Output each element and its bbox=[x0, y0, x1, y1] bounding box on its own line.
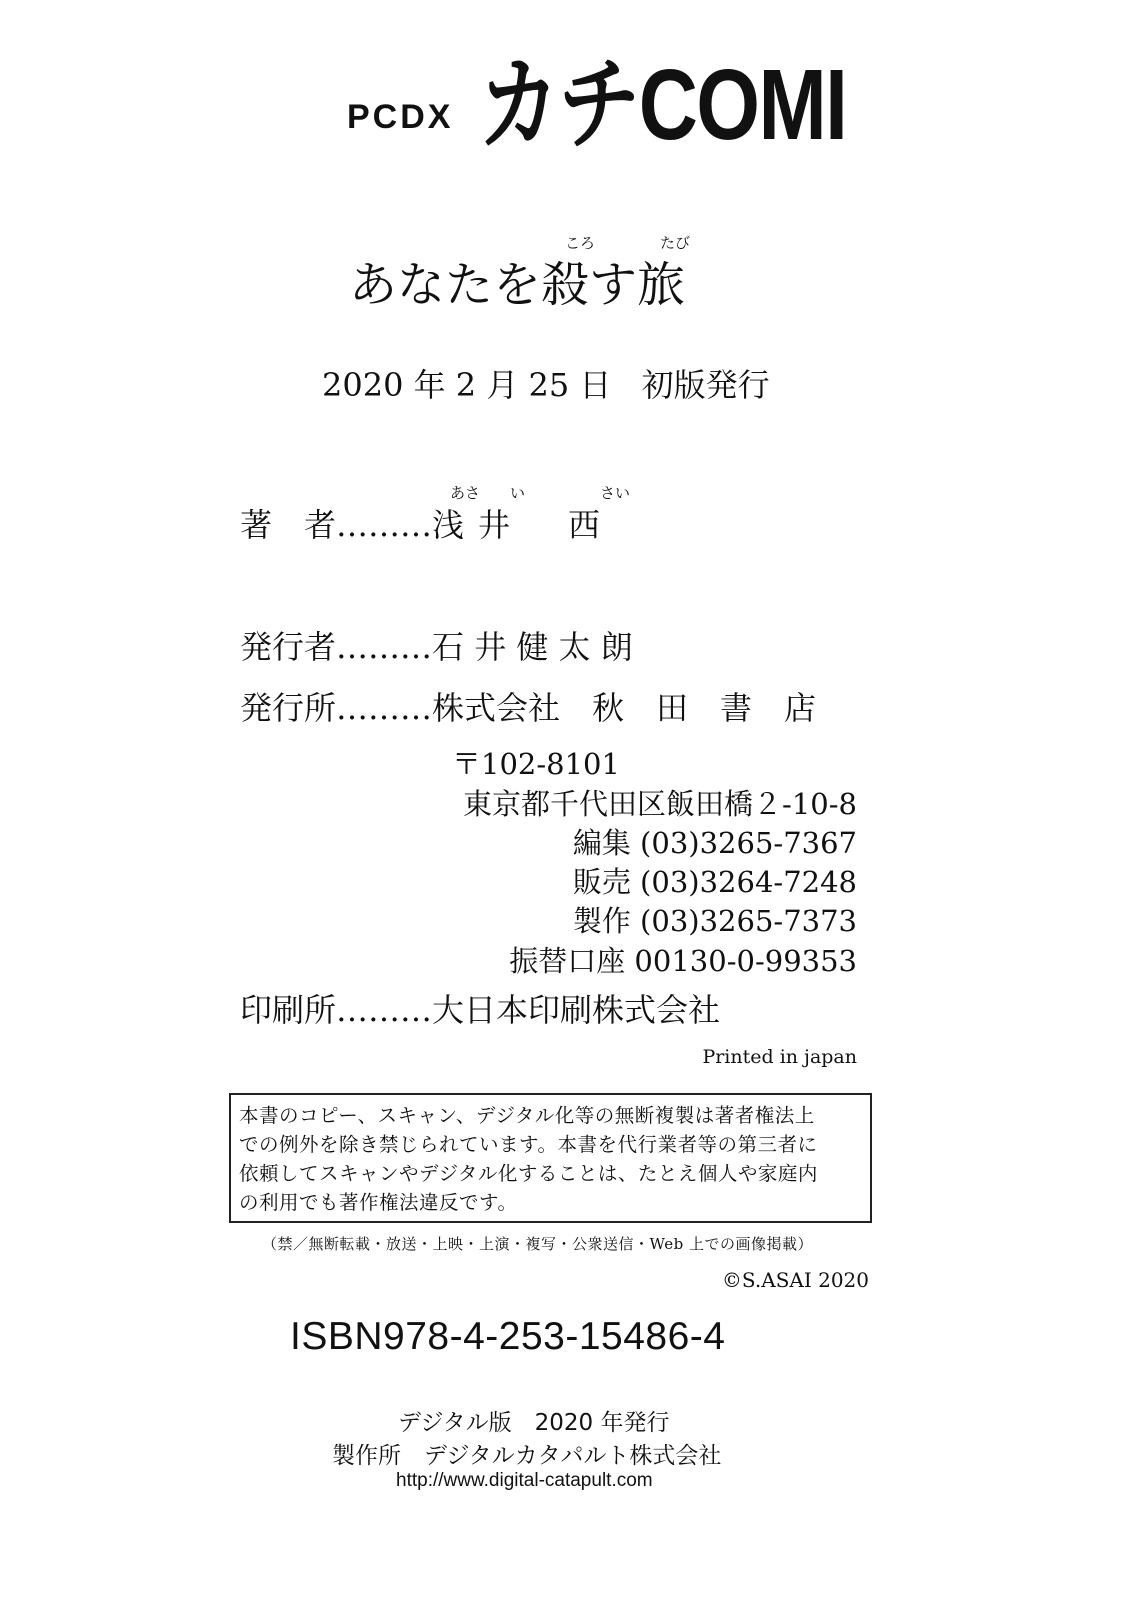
copyright: ©S.ASAI 2020 bbox=[721, 1268, 869, 1292]
author-row bbox=[240, 500, 600, 546]
logo-pcdx: PCDX bbox=[347, 98, 454, 136]
printer-row bbox=[240, 985, 720, 1031]
author-ruby-asa: あさ bbox=[450, 484, 481, 502]
prohibitions: （禁／無断転載・放送・上映・上演・複写・公衆送信・Web 上での画像掲載） bbox=[262, 1235, 813, 1253]
publisher-company-name: 株式会社 秋 田 書 店 bbox=[432, 689, 817, 727]
publisher-person-name: 石 井 健 太 朗 bbox=[432, 628, 633, 666]
author-name-asa: 浅 bbox=[432, 506, 465, 544]
logo-brand: カチCOMI bbox=[478, 49, 847, 161]
publisher-person-dots: ……… bbox=[336, 628, 433, 666]
notice-line: 本書のコピー、スキャン、デジタル化等の無断複製は著者権法上 bbox=[239, 1104, 815, 1127]
publisher-person-row bbox=[240, 622, 633, 668]
title-ruby-tabi: たび bbox=[660, 234, 691, 252]
publisher-company-dots: ……… bbox=[336, 689, 433, 727]
author-dots: ……… bbox=[336, 506, 433, 544]
title-ruby-koro: ころ bbox=[565, 234, 596, 252]
digital-url[interactable]: http://www.digital-catapult.com bbox=[396, 1470, 653, 1491]
author-name-sai: 西 bbox=[568, 506, 601, 544]
publication-date bbox=[322, 360, 770, 406]
edition: 初版発行 bbox=[641, 366, 770, 404]
author-name-i: 井 bbox=[478, 506, 511, 544]
address-production: 製作 (03)3265-7373 bbox=[572, 904, 857, 938]
digital-producer: 製作所 デジタルカタパルト株式会社 bbox=[332, 1443, 722, 1469]
author-ruby-sai: さい bbox=[600, 484, 631, 502]
notice-line: の利用でも著作権法違反です。 bbox=[239, 1191, 518, 1214]
date-year: 2020 年 bbox=[322, 366, 446, 404]
printed-in: Printed in japan bbox=[702, 1046, 857, 1068]
address-sales: 販売 (03)3264-7248 bbox=[572, 865, 857, 899]
date-day: 25 日 bbox=[528, 366, 612, 404]
address-postal: 〒102-8101 bbox=[452, 747, 620, 781]
book-title: あなたを殺す旅 bbox=[349, 257, 686, 313]
publisher-company-label: 発行所 bbox=[240, 689, 337, 727]
address-street: 東京都千代田区飯田橋２-10-8 bbox=[463, 787, 857, 821]
isbn: ISBN978-4-253-15486-4 bbox=[290, 1315, 726, 1358]
date-month: 2 月 bbox=[455, 366, 519, 404]
digital-edition: デジタル版 2020 年発行 bbox=[398, 1410, 670, 1436]
notice-line: での例外を除き禁じられています。本書を代行業者等の第三者に bbox=[239, 1133, 818, 1156]
printer-label: 印刷所 bbox=[240, 991, 337, 1029]
author-label: 著 者 bbox=[240, 506, 337, 544]
printer-name: 大日本印刷株式会社 bbox=[432, 991, 721, 1029]
address-transfer: 振替口座 00130-0-99353 bbox=[509, 944, 857, 978]
publisher-person-label: 発行者 bbox=[240, 628, 337, 666]
author-ruby-i: い bbox=[510, 484, 526, 502]
notice-line: 依頼してスキャンやデジタル化することは、たとえ個人や家庭内 bbox=[239, 1162, 818, 1185]
address-editorial: 編集 (03)3265-7367 bbox=[572, 826, 857, 860]
publisher-company-row bbox=[240, 683, 816, 729]
copyright-notice-box bbox=[229, 1093, 872, 1223]
printer-dots: ……… bbox=[336, 991, 433, 1029]
